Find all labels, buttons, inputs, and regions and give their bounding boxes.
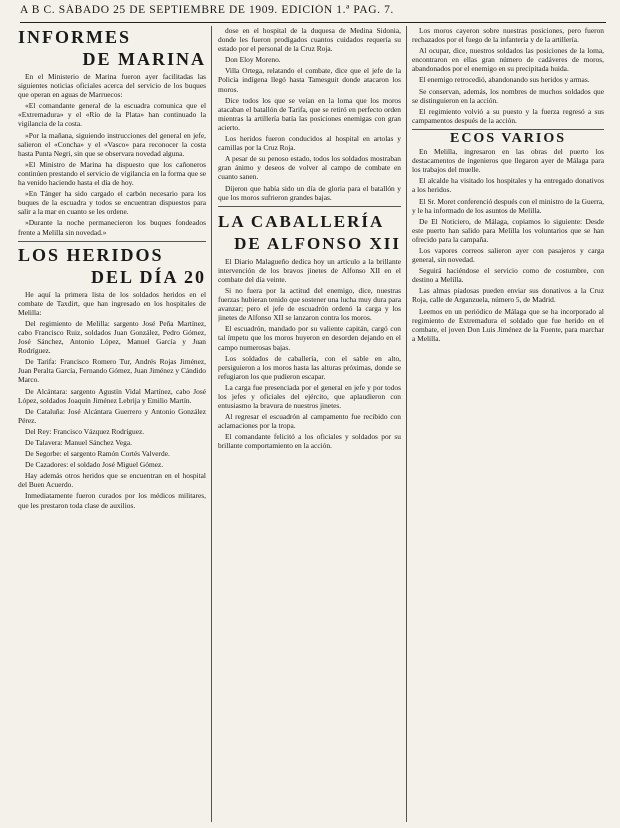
column-divider bbox=[211, 26, 212, 822]
paragraph: «El comandante general de la escuadra comunica que el «Extremadura» y el «Río de la Plata» han continuado la vigilancia de la costa. bbox=[18, 101, 206, 129]
column-2 bbox=[218, 26, 401, 822]
paragraph: Dice todos los que se veían en la loma que los moros atacaban el batallón de Tarifa, que se retiró en perfecto orden mientras la artillería batía las posiciones enemigas con gran acierto. bbox=[218, 95, 401, 132]
masthead: A B C. SÁBADO 25 DE SEPTIEMBRE DE 1909. EDICIÓN 1.ª PAG. 7. bbox=[20, 4, 606, 23]
column-divider bbox=[406, 26, 407, 822]
paragraph: El enemigo retrocedió, abandonando sus heridos y armas. bbox=[419, 75, 590, 85]
paragraph: A pesar de su penoso estado, todos los soldados mostraban gran ánimo y deseos de volver al campo de combate en cuanto sanen. bbox=[218, 154, 401, 182]
paragraph: »En Tánger ha sido cargado el carbón necesario para los buques de la escuadra y todos se encuentran dispuestos para salir a la mar en cuanto se les ordene. bbox=[18, 189, 206, 217]
paragraph: Al regresar el escuadrón al campamento fue recibido con aclamaciones por la tropa. bbox=[218, 412, 401, 431]
paragraph: Al ocupar, dice, nuestros soldados las posiciones de la loma, encontraron en ellas gran número de cadáveres de moros, abandonados por el enemigo en su precipitada huida. bbox=[412, 46, 604, 74]
paragraph: De Segorbe: el sargento Ramón Cortés Valverde. bbox=[25, 449, 170, 459]
headline-de-alfonso-xii: DE ALFONSO XII bbox=[234, 233, 401, 253]
paragraph: Don Eloy Moreno. bbox=[225, 55, 281, 65]
paragraph: Dijeron que había sido un día de gloria para el batallón y que los moros sufrieron grandes bajas. bbox=[218, 183, 401, 202]
paragraph: dose en el hospital de la duquesa de Medina Sidonia, donde les fueron prodigados cuantos cuidados requería su estado por el personal de la Cruz Roja. bbox=[218, 26, 401, 54]
section-divider bbox=[218, 206, 401, 207]
headline-del-dia: DEL DÍA 20 bbox=[90, 266, 206, 287]
headline-informes: INFORMES bbox=[18, 27, 132, 47]
paragraph: Hay además otros heridos que se encuentran en el hospital del Buen Acuerdo. bbox=[18, 471, 206, 490]
section-divider bbox=[18, 241, 206, 242]
paragraph: En Melilla, ingresaron en las obras del puerto los destacamentos de ingenieros que llegaron ayer de Málaga para los trabajos del muelle. bbox=[412, 147, 604, 175]
paragraph: La carga fue presenciada por el general en jefe y por todos los jefes y oficiales del ejército, que aplaudieron con entusiasmo la bravura de nuestros jinetes. bbox=[218, 382, 401, 411]
paragraph: El Diario Malagueño dedica hoy un artículo a la brillante intervención de los bravos jinetes de Alfonso XII en el combate del día veinte. bbox=[218, 256, 401, 284]
paragraph: Se conservan, además, los nombres de muchos soldados que se distinguieron en la acción. bbox=[412, 86, 604, 105]
headline-los-heridos: LOS HERIDOS bbox=[18, 244, 164, 265]
paragraph: Del Rey: Francisco Vázquez Rodríguez. bbox=[25, 426, 145, 436]
paragraph: »Durante la noche permanecieron los buques fondeados frente a Melilla sin novedad.» bbox=[18, 218, 206, 237]
paragraph: Los soldados de caballería, con el sable en alto, persiguieron a los moros hasta las alturas próximas, donde se refugiaron los que pudieron escapar. bbox=[218, 353, 401, 381]
paragraph: Leemos en un periódico de Málaga que se ha incorporado al regimiento de Extremadura el soldado que fue herido en el combate, el joven Don Luis Jiménez de la Fuente, para marchar a Melilla. bbox=[412, 306, 604, 343]
paragraph: El Sr. Moret conferenció después con el ministro de la Guerra, y le ha informado de los asuntos de Melilla. bbox=[412, 196, 604, 215]
paragraph: »Por la mañana, siguiendo instrucciones del general en jefe, salieron el «Concha» y el «Vasco» para reconocer la costa hasta Punta Negri, sin que se observara novedad alguna. bbox=[18, 130, 206, 158]
paragraph: El escuadrón, mandado por su valiente capitán, cargó con tal ímpetu que los moros huyeron en desorden dejando en el campo numerosas bajas. bbox=[218, 324, 401, 352]
paragraph: El comandante felicitó a los oficiales y soldados por su brillante comportamiento en la acción. bbox=[218, 432, 401, 451]
paragraph: El regimiento volvió a su puesto y la fuerza regresó a sus campamentos después de la acción. bbox=[412, 106, 604, 125]
paragraph: Los moros cayeron sobre nuestras posiciones, pero fueron rechazados por el fuego de la infantería y de la artillería. bbox=[412, 26, 604, 45]
headline-ecos-varios: ECOS VARIOS bbox=[449, 130, 567, 146]
paragraph: En el Ministerio de Marina fueron ayer facilitadas las siguientes noticias oficiales acerca del servicio de los buques que operan en aguas de Marruecos: bbox=[18, 72, 206, 100]
headline-de-marina: DE MARINA bbox=[82, 49, 206, 69]
paragraph: Seguirá haciéndose el servicio como de costumbre, con destino a Melilla. bbox=[412, 266, 604, 285]
paragraph: Los vapores correos salieron ayer con pasajeros y carga general, sin novedad. bbox=[412, 245, 604, 265]
paragraph: »El Ministro de Marina ha dispuesto que los cañoneros continúen prestando el servicio de vigilancia en la forma que se ha venido haciendo hasta el día de hoy. bbox=[18, 159, 206, 188]
paragraph: De Cataluña: José Alcántara Guerrero y Antonio González Pérez. bbox=[18, 406, 206, 425]
paragraph: De Cazadores: el soldado José Miguel Gómez. bbox=[25, 460, 164, 470]
paragraph: He aquí la primera lista de los soldados heridos en el combate de Taxdirt, que han ingresado en los hospitales de Melilla: bbox=[18, 289, 206, 317]
paragraph: Villa Ortega, relatando el combate, dice que el jefe de la Policía indígena llegó hasta Tamesguit donde atacaron los moros. bbox=[218, 66, 401, 94]
column-1 bbox=[18, 26, 206, 822]
paragraph: De Alcántara: sargento Agustín Vidal Martínez, cabo José López, soldados Joaquín Jiménez Lebrija y Emilio Martín. bbox=[18, 386, 206, 405]
paragraph: Si no fuera por la actitud del enemigo, dice, nuestras fuerzas hubieran tenido que sostener una lucha muy dura para avanzar; pero el jefe de escuadrón ordenó la carga y los jinetes de Alfonso XII se lanzaron contra los moros. bbox=[218, 285, 401, 323]
paragraph: De Tarifa: Francisco Romero Tur, Andrés Rojas Jiménez, Juan Peralta García, Fernando Gómez, Juan Jiménez y Cándido Marco. bbox=[18, 357, 206, 385]
paragraph: Los heridos fueron conducidos al hospital en artolas y camillas por la Cruz Roja. bbox=[218, 134, 401, 153]
paragraph: Inmediatamente fueron curados por los médicos militares, que les prestaron toda clase de auxilios. bbox=[18, 491, 206, 510]
headline-la-caballeria: LA CABALLERÍA bbox=[218, 211, 385, 231]
paragraph: El alcalde ha visitado los hospitales y ha entregado donativos a los heridos. bbox=[412, 176, 604, 195]
paragraph: Del regimiento de Melilla: sargento José Peña Martínez, cabo Francisco Ruiz, soldados Juan González, Pedro Gómez, José Sánchez, Antonio López, Manuel García y Juan Rodríguez. bbox=[18, 318, 206, 356]
column-3 bbox=[412, 26, 604, 822]
paragraph: De Talavera: Manuel Sánchez Vega. bbox=[25, 438, 132, 447]
paragraph: De El Noticiero, de Málaga, copiamos lo siguiente: Desde este puerto han salido para Melilla los voluntarios que se han ofrecido para la campaña. bbox=[412, 216, 604, 244]
section-divider bbox=[412, 129, 604, 130]
paragraph: Las almas piadosas pueden enviar sus donativos a la Cruz Roja, calle de Arganzuela, número 5, de Madrid. bbox=[412, 286, 604, 305]
